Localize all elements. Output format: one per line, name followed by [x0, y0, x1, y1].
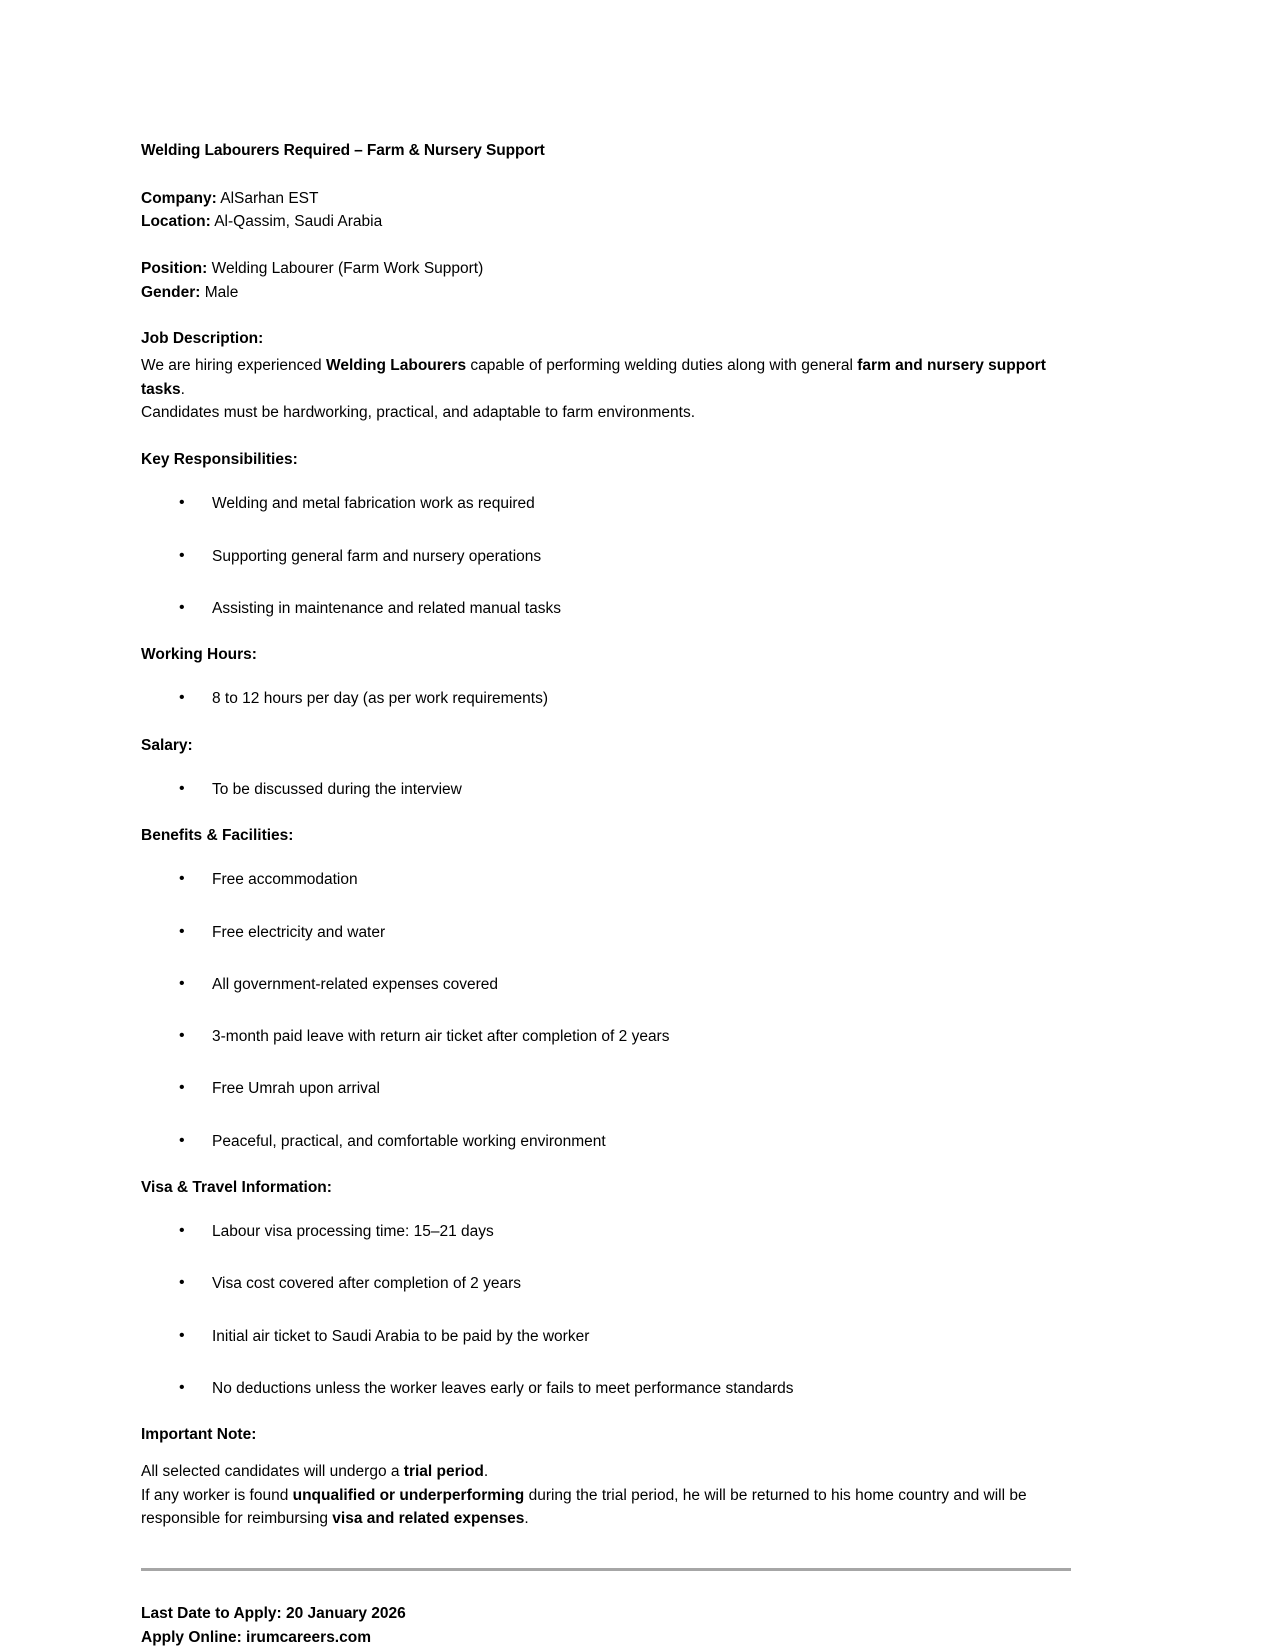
company-location-block — [141, 187, 1071, 234]
list-item: • Assisting in maintenance and related manual tasks — [141, 597, 1071, 620]
important-note-section — [141, 1423, 1071, 1531]
position-label: Position: — [141, 260, 208, 278]
jd-line2: Candidates must be hardworking, practical, and adaptable to farm environments. — [141, 404, 695, 422]
location-line — [141, 210, 1071, 234]
salary-heading: Salary: — [141, 736, 193, 754]
list-item: • To be discussed during the interview — [141, 778, 1071, 801]
location-label: Location: — [141, 213, 211, 231]
job-description-text — [141, 354, 1071, 425]
list-item: • Free accommodation — [141, 868, 1071, 891]
responsibilities-heading: Key Responsibilities: — [141, 451, 298, 468]
working-hours-heading: Working Hours: — [141, 646, 257, 663]
company-label: Company: — [141, 189, 217, 207]
note-line2-b: unqualified or underperforming — [292, 1486, 525, 1504]
list-item: • 8 to 12 hours per day (as per work requirements) — [141, 687, 1071, 710]
list-item: • 3-month paid leave with return air ticket after completion of 2 years — [141, 1025, 1071, 1048]
important-note-heading: Important Note: — [141, 1426, 257, 1443]
company-line — [141, 187, 1071, 211]
visa-heading: Visa & Travel Information: — [141, 1178, 332, 1196]
jd-line1-b: Welding Labourers — [325, 357, 467, 375]
gender-line — [141, 281, 1071, 305]
location-value: Al-Qassim, Saudi Arabia — [210, 213, 383, 231]
visa-section — [141, 1176, 1071, 1400]
job-description-section — [141, 327, 1071, 425]
position-value: Welding Labourer (Farm Work Support) — [207, 260, 484, 278]
note-line1-b: trial period — [403, 1463, 484, 1481]
list-item: • Peaceful, practical, and comfortable working environment — [141, 1130, 1071, 1153]
jd-line1-a: We are hiring experienced — [141, 357, 326, 375]
list-item: • Initial air ticket to Saudi Arabia to be paid by the worker — [141, 1325, 1071, 1348]
note-line2-e: . — [524, 1510, 529, 1528]
list-item: • No deductions unless the worker leaves early or fails to meet performance standards — [141, 1377, 1071, 1400]
salary-section — [141, 734, 1071, 802]
document-body — [141, 141, 1071, 1650]
apply-online: Apply Online: irumcareers.com — [141, 1628, 371, 1646]
note-line2-d: visa and related expenses — [332, 1510, 525, 1528]
jd-line1-e: . — [180, 380, 185, 398]
list-item: • Free Umrah upon arrival — [141, 1077, 1071, 1100]
salary-list — [141, 778, 1071, 801]
visa-list — [141, 1220, 1071, 1400]
note-line2-a: If any worker is found — [141, 1486, 293, 1504]
jd-line1-c: capable of performing welding duties along with general — [466, 357, 858, 375]
important-note-text — [141, 1460, 1071, 1531]
benefits-section — [141, 824, 1071, 1153]
gender-label: Gender: — [141, 283, 201, 301]
working-hours-section — [141, 643, 1071, 711]
company-value: AlSarhan EST — [216, 189, 319, 207]
responsibilities-list — [141, 492, 1071, 620]
working-hours-list — [141, 687, 1071, 710]
position-line — [141, 257, 1071, 281]
gender-value: Male — [200, 283, 239, 301]
page-title: Welding Labourers Required – Farm & Nursery Support — [141, 142, 545, 159]
note-line1-c: . — [483, 1463, 489, 1481]
footer-block — [141, 1602, 1071, 1650]
list-item: • Supporting general farm and nursery operations — [141, 545, 1071, 568]
jd-line1-d: farm and nursery support tasks — [141, 357, 1046, 398]
note-line2-c: during the trial period, he will be returned to his home country and will be responsible for reimbursing — [141, 1486, 1027, 1528]
position-gender-block — [141, 257, 1071, 304]
last-date-to-apply: Last Date to Apply: 20 January 2026 — [141, 1604, 406, 1622]
list-item: • Labour visa processing time: 15–21 days — [141, 1220, 1071, 1243]
list-item: • Welding and metal fabrication work as required — [141, 492, 1071, 515]
list-item: • All government-related expenses covered — [141, 973, 1071, 996]
list-item: • Visa cost covered after completion of 2 years — [141, 1272, 1071, 1295]
benefits-list — [141, 868, 1071, 1153]
note-line1-a: All selected candidates will undergo a — [141, 1463, 404, 1481]
benefits-heading: Benefits & Facilities: — [141, 827, 294, 844]
list-item: • Free electricity and water — [141, 921, 1071, 944]
job-description-heading: Job Description: — [141, 330, 264, 348]
responsibilities-section — [141, 448, 1071, 620]
